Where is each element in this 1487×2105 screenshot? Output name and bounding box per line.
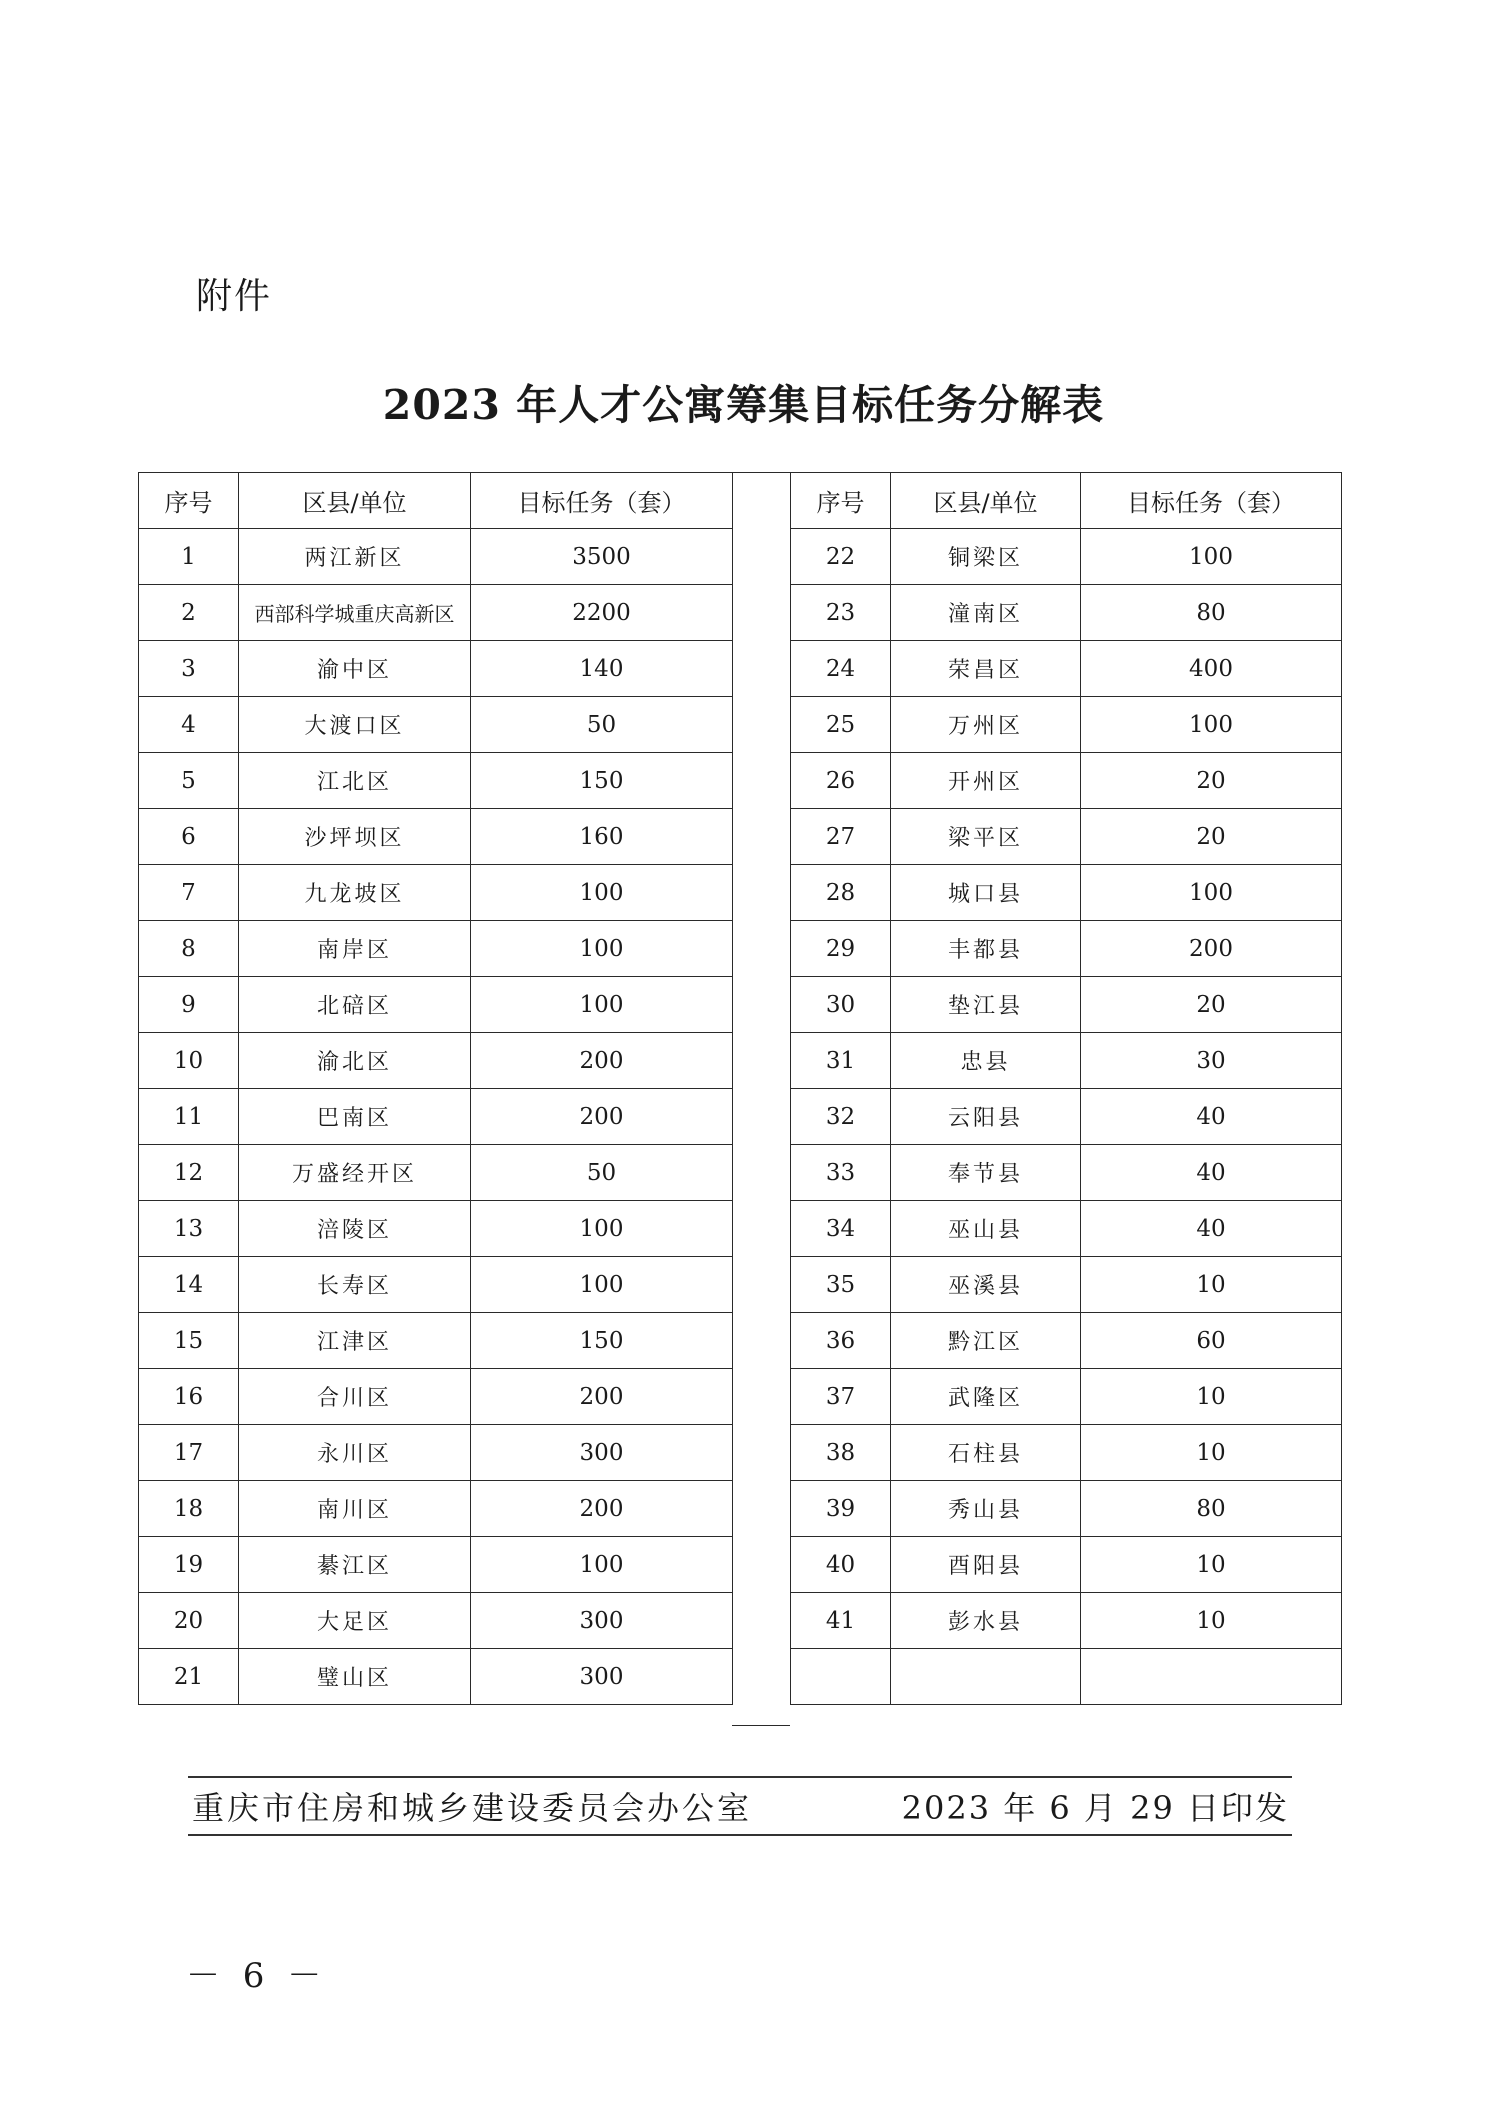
- row-target: 400: [1081, 641, 1342, 697]
- row-unit: 西部科学城重庆高新区: [239, 585, 471, 641]
- table-row: [791, 865, 1342, 921]
- row-index: 10: [139, 1033, 239, 1089]
- table-row: [139, 697, 733, 753]
- header-target: 目标任务（套）: [1081, 473, 1342, 529]
- row-target: 300: [471, 1425, 733, 1481]
- row-target: 300: [471, 1593, 733, 1649]
- row-unit: 开州区: [891, 753, 1081, 809]
- table-row: [791, 1089, 1342, 1145]
- row-index: 27: [791, 809, 891, 865]
- table-row: [139, 1089, 733, 1145]
- row-target: [1081, 1649, 1342, 1705]
- row-target: 100: [471, 1201, 733, 1257]
- table-row: [791, 753, 1342, 809]
- row-index: 25: [791, 697, 891, 753]
- task-table-right: [790, 472, 1342, 1705]
- row-unit: 荣昌区: [891, 641, 1081, 697]
- row-target: 20: [1081, 753, 1342, 809]
- table-gap-top-rule: [732, 472, 790, 473]
- footer-top-rule: [188, 1776, 1292, 1778]
- table-gap-bottom-rule: [732, 1725, 790, 1726]
- row-index: 26: [791, 753, 891, 809]
- table-row: [139, 1201, 733, 1257]
- row-unit: 忠县: [891, 1033, 1081, 1089]
- table-row: [139, 1145, 733, 1201]
- table-row: [139, 809, 733, 865]
- table-header-row: [791, 473, 1342, 529]
- table-row: [139, 1313, 733, 1369]
- row-target: 10: [1081, 1537, 1342, 1593]
- row-unit: 石柱县: [891, 1425, 1081, 1481]
- row-index: 15: [139, 1313, 239, 1369]
- row-unit: 江津区: [239, 1313, 471, 1369]
- row-target: 80: [1081, 1481, 1342, 1537]
- row-index: 7: [139, 865, 239, 921]
- row-unit: 城口县: [891, 865, 1081, 921]
- row-index: 30: [791, 977, 891, 1033]
- table-row: [139, 641, 733, 697]
- row-unit: 沙坪坝区: [239, 809, 471, 865]
- table-row: [139, 1033, 733, 1089]
- header-index: 序号: [791, 473, 891, 529]
- row-unit: 丰都县: [891, 921, 1081, 977]
- row-unit: 巫溪县: [891, 1257, 1081, 1313]
- row-index: 38: [791, 1425, 891, 1481]
- issue-date: 2023 年 6 月 29 日印发: [901, 1789, 1289, 1827]
- row-index: 31: [791, 1033, 891, 1089]
- table-header-row: [139, 473, 733, 529]
- row-unit: 云阳县: [891, 1089, 1081, 1145]
- row-target: 10: [1081, 1369, 1342, 1425]
- header-target: 目标任务（套）: [471, 473, 733, 529]
- row-target: 100: [1081, 697, 1342, 753]
- table-row: [791, 529, 1342, 585]
- table-row: [791, 641, 1342, 697]
- row-unit: 万盛经开区: [239, 1145, 471, 1201]
- row-target: 160: [471, 809, 733, 865]
- row-index: 36: [791, 1313, 891, 1369]
- row-unit: 九龙坡区: [239, 865, 471, 921]
- row-index: 3: [139, 641, 239, 697]
- row-index: 4: [139, 697, 239, 753]
- row-target: 20: [1081, 809, 1342, 865]
- row-unit: 武隆区: [891, 1369, 1081, 1425]
- row-target: 100: [1081, 529, 1342, 585]
- row-target: 40: [1081, 1201, 1342, 1257]
- row-unit: 彭水县: [891, 1593, 1081, 1649]
- table-row: [791, 697, 1342, 753]
- row-unit: 渝北区: [239, 1033, 471, 1089]
- row-target: 100: [471, 1257, 733, 1313]
- header-unit: 区县/单位: [239, 473, 471, 529]
- row-unit: 两江新区: [239, 529, 471, 585]
- table-row: [791, 1481, 1342, 1537]
- row-index: 34: [791, 1201, 891, 1257]
- row-index: 5: [139, 753, 239, 809]
- row-unit: 铜梁区: [891, 529, 1081, 585]
- table-row: [791, 809, 1342, 865]
- header-unit: 区县/单位: [891, 473, 1081, 529]
- row-target: 140: [471, 641, 733, 697]
- row-index: 39: [791, 1481, 891, 1537]
- row-index: [791, 1649, 891, 1705]
- row-unit: 潼南区: [891, 585, 1081, 641]
- table-row: [791, 1649, 1342, 1705]
- row-target: 200: [1081, 921, 1342, 977]
- row-unit: 江北区: [239, 753, 471, 809]
- row-index: 19: [139, 1537, 239, 1593]
- table-row: [139, 529, 733, 585]
- header-index: 序号: [139, 473, 239, 529]
- row-index: 33: [791, 1145, 891, 1201]
- table-row: [139, 921, 733, 977]
- row-unit: 渝中区: [239, 641, 471, 697]
- row-unit: 长寿区: [239, 1257, 471, 1313]
- row-index: 37: [791, 1369, 891, 1425]
- row-unit: 北碚区: [239, 977, 471, 1033]
- row-unit: 涪陵区: [239, 1201, 471, 1257]
- row-unit: 綦江区: [239, 1537, 471, 1593]
- row-index: 22: [791, 529, 891, 585]
- table-row: [139, 1257, 733, 1313]
- row-unit: 黔江区: [891, 1313, 1081, 1369]
- row-unit: 垫江县: [891, 977, 1081, 1033]
- row-index: 41: [791, 1593, 891, 1649]
- row-unit: 万州区: [891, 697, 1081, 753]
- table-row: [139, 585, 733, 641]
- row-index: 40: [791, 1537, 891, 1593]
- row-target: 20: [1081, 977, 1342, 1033]
- table-row: [139, 977, 733, 1033]
- row-target: 150: [471, 1313, 733, 1369]
- row-target: 60: [1081, 1313, 1342, 1369]
- row-target: 10: [1081, 1593, 1342, 1649]
- attachment-label: 附件: [196, 276, 273, 317]
- row-unit: 大渡口区: [239, 697, 471, 753]
- table-row: [139, 1593, 733, 1649]
- row-index: 11: [139, 1089, 239, 1145]
- row-index: 13: [139, 1201, 239, 1257]
- row-index: 29: [791, 921, 891, 977]
- row-index: 35: [791, 1257, 891, 1313]
- row-index: 16: [139, 1369, 239, 1425]
- table-row: [791, 1201, 1342, 1257]
- row-index: 12: [139, 1145, 239, 1201]
- table-row: [139, 1649, 733, 1705]
- table-row: [791, 1537, 1342, 1593]
- table-row: [791, 1425, 1342, 1481]
- row-unit: 秀山县: [891, 1481, 1081, 1537]
- row-target: 200: [471, 1369, 733, 1425]
- table-row: [791, 585, 1342, 641]
- row-target: 200: [471, 1033, 733, 1089]
- row-target: 30: [1081, 1033, 1342, 1089]
- task-table-left: [138, 472, 733, 1705]
- table-row: [139, 865, 733, 921]
- row-index: 32: [791, 1089, 891, 1145]
- row-target: 10: [1081, 1425, 1342, 1481]
- row-index: 18: [139, 1481, 239, 1537]
- row-target: 150: [471, 753, 733, 809]
- table-row: [139, 1537, 733, 1593]
- row-index: 20: [139, 1593, 239, 1649]
- row-unit: 璧山区: [239, 1649, 471, 1705]
- row-target: 100: [471, 921, 733, 977]
- row-index: 17: [139, 1425, 239, 1481]
- task-table: [138, 472, 1341, 1726]
- table-row: [139, 1481, 733, 1537]
- row-unit: 合川区: [239, 1369, 471, 1425]
- row-index: 1: [139, 529, 239, 585]
- row-index: 23: [791, 585, 891, 641]
- row-target: 40: [1081, 1089, 1342, 1145]
- issuer-name: 重庆市住房和城乡建设委员会办公室: [192, 1789, 753, 1827]
- row-index: 2: [139, 585, 239, 641]
- table-row: [139, 1425, 733, 1481]
- row-unit: 酉阳县: [891, 1537, 1081, 1593]
- table-row: [139, 753, 733, 809]
- row-target: 200: [471, 1481, 733, 1537]
- row-unit: [891, 1649, 1081, 1705]
- row-target: 2200: [471, 585, 733, 641]
- row-unit: 奉节县: [891, 1145, 1081, 1201]
- row-target: 50: [471, 1145, 733, 1201]
- row-target: 100: [471, 1537, 733, 1593]
- row-unit: 巴南区: [239, 1089, 471, 1145]
- row-target: 100: [471, 977, 733, 1033]
- row-target: 40: [1081, 1145, 1342, 1201]
- row-index: 21: [139, 1649, 239, 1705]
- row-target: 200: [471, 1089, 733, 1145]
- table-row: [791, 1369, 1342, 1425]
- table-row: [791, 977, 1342, 1033]
- row-unit: 巫山县: [891, 1201, 1081, 1257]
- row-target: 3500: [471, 529, 733, 585]
- row-unit: 大足区: [239, 1593, 471, 1649]
- row-target: 100: [1081, 865, 1342, 921]
- row-target: 100: [471, 865, 733, 921]
- row-unit: 南岸区: [239, 921, 471, 977]
- footer-bottom-rule: [188, 1834, 1292, 1836]
- table-row: [791, 1145, 1342, 1201]
- table-row: [791, 921, 1342, 977]
- table-row: [791, 1257, 1342, 1313]
- row-target: 80: [1081, 585, 1342, 641]
- row-index: 24: [791, 641, 891, 697]
- row-unit: 南川区: [239, 1481, 471, 1537]
- table-row: [791, 1593, 1342, 1649]
- row-unit: 梁平区: [891, 809, 1081, 865]
- row-index: 9: [139, 977, 239, 1033]
- table-row: [791, 1033, 1342, 1089]
- row-target: 300: [471, 1649, 733, 1705]
- row-index: 6: [139, 809, 239, 865]
- row-target: 10: [1081, 1257, 1342, 1313]
- row-target: 50: [471, 697, 733, 753]
- row-index: 28: [791, 865, 891, 921]
- table-row: [139, 1369, 733, 1425]
- row-unit: 永川区: [239, 1425, 471, 1481]
- row-index: 8: [139, 921, 239, 977]
- row-index: 14: [139, 1257, 239, 1313]
- table-row: [791, 1313, 1342, 1369]
- document-title: 2023 年人才公寓筹集目标任务分解表: [382, 381, 1105, 429]
- page-number: － 6 －: [186, 1956, 328, 1996]
